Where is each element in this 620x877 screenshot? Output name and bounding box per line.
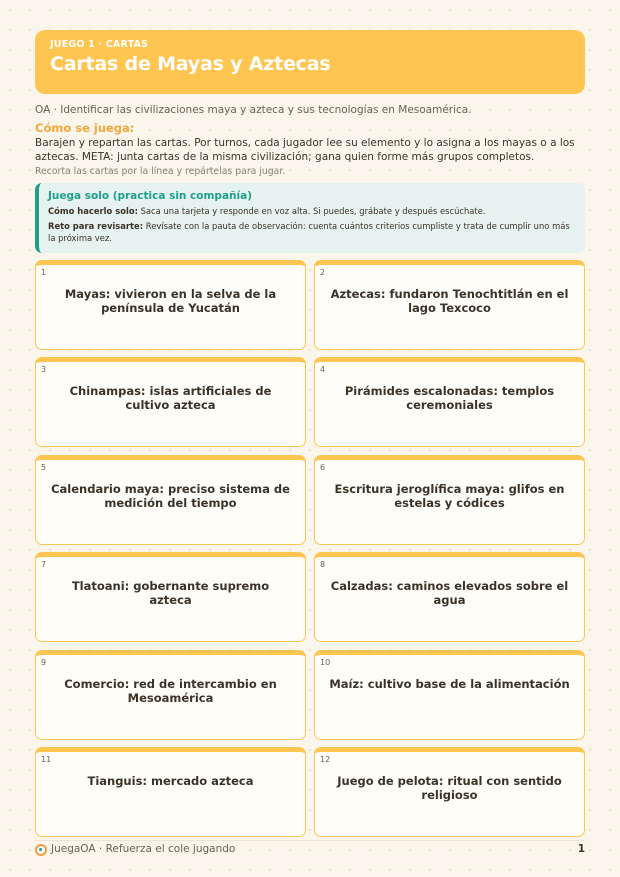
footer-divider (35, 840, 585, 841)
card-text: Mayas: vivieron en la selva de la península de Yucatán (64, 287, 277, 315)
solo-how-label: Cómo hacerlo solo: (48, 206, 138, 216)
card-text: Tlatoani: gobernante supremo azteca (71, 579, 270, 607)
footer-brand: JuegaOA · Refuerza el cole jugando (51, 843, 236, 855)
card-text: Chinampas: islas artificiales de cultivo azteca (69, 384, 272, 412)
card[interactable] (314, 455, 585, 545)
card-text: Juego de pelota: ritual con sentido religioso (337, 774, 562, 802)
howto-instructions: Barajen y repartan las cartas. Por turnos, cada jugador lee su elemento y lo asigna a los mayas o a los aztecas. META: junta cartas de la misma civilización; gana quien forme más grupos completos. (35, 137, 575, 163)
solo-how-text: Saca una tarjeta y responde en voz alta. Si puedes, grábate y después escúchate. (140, 206, 486, 216)
card[interactable] (35, 747, 306, 837)
card-number: 9 (41, 658, 47, 667)
card-text: Comercio: red de intercambio en Mesoamérica (64, 677, 277, 705)
card-number: 10 (320, 658, 331, 667)
card-number: 7 (41, 560, 47, 569)
card-number: 4 (320, 365, 326, 374)
solo-review-label: Reto para revisarte: (48, 221, 144, 231)
card-text: Calzadas: caminos elevados sobre el agua (330, 579, 569, 607)
card-text: Tianguis: mercado azteca (87, 774, 254, 788)
learning-objective: OA · Identificar las civilizaciones maya y azteca y sus tecnologías en Mesoamérica. (35, 104, 472, 116)
card[interactable] (314, 747, 585, 837)
solo-play-box (35, 183, 585, 253)
card-text: Pirámides escalonadas: templos ceremoniales (344, 384, 555, 412)
solo-title: Juega solo (practica sin compañía) (48, 190, 252, 202)
card-text: Aztecas: fundaron Tenochtitlán en el lago Texcoco (330, 287, 569, 315)
card-number: 8 (320, 560, 326, 569)
page-title: Cartas de Mayas y Aztecas (50, 53, 331, 75)
juegaoa-logo-icon (35, 844, 47, 856)
card[interactable] (35, 357, 306, 447)
page-header (35, 30, 585, 94)
card[interactable] (35, 260, 306, 350)
card-number: 3 (41, 365, 47, 374)
card-number: 5 (41, 463, 47, 472)
howto-heading: Cómo se juega: (35, 121, 135, 135)
card-number: 2 (320, 268, 326, 277)
card-text: Calendario maya: preciso sistema de medición del tiempo (51, 482, 290, 510)
card-text: Escritura jeroglífica maya: glifos en estelas y códices (334, 482, 565, 510)
page-number: 1 (577, 843, 585, 855)
card[interactable] (314, 650, 585, 740)
card[interactable] (35, 650, 306, 740)
card[interactable] (35, 552, 306, 642)
solo-review-text: Revísate con la pauta de observación: cuenta cuántos criterios cumpliste y trata de cumplir uno más la próxima vez. (48, 221, 570, 243)
card[interactable] (314, 357, 585, 447)
card-number: 6 (320, 463, 326, 472)
card[interactable] (314, 552, 585, 642)
card[interactable] (314, 260, 585, 350)
card-number: 1 (41, 268, 47, 277)
card[interactable] (35, 455, 306, 545)
card-number: 12 (320, 755, 331, 764)
card-number: 11 (41, 755, 52, 764)
solo-review-line (48, 220, 575, 244)
cut-note: Recorta las cartas por la línea y repártelas para jugar. (35, 166, 286, 177)
card-text: Maíz: cultivo base de la alimentación (329, 677, 570, 691)
solo-how-line (48, 205, 575, 217)
game-kicker: JUEGO 1 · CARTAS (50, 39, 149, 50)
